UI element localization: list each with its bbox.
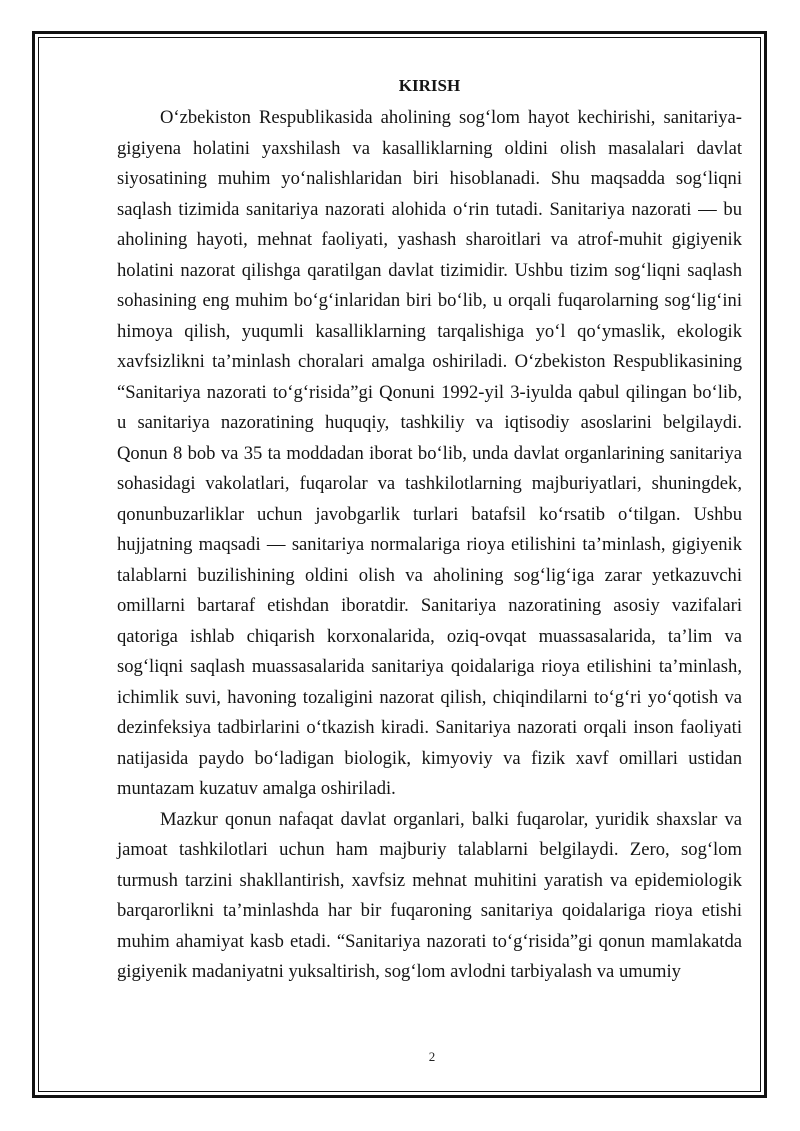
paragraph-2: Mazkur qonun nafaqat davlat organlari, balki fuqarolar, yuridik shaxslar va jamoat tashkilotlari uchun ham majburiy talablarni belgilaydi. Zero, sog‘lom turmush tarzini shakllantirish, xavfsiz mehnat muhitini yaratish va epidemiologik barqarorlikni ta’minlashda har bir fuqaroning sanitariya qoidalariga rioya etishi muhim ahamiyat kasb etadi. “Sanitariya nazorati to‘g‘risida”gi qonun mamlakatda gigiyenik madaniyatni yuksaltirish, sog‘lom avlodni tarbiyalash va umumiy [117,808,742,982]
section-heading: KIRISH [398,76,461,95]
page-number: 2 [428,1049,436,1064]
paragraph-1: O‘zbekiston Respublikasida aholining sog‘lom hayot kechirishi, sanitariya-gigiyena holatini yaxshilash va kasalliklarning oldini olish masalalari davlat siyosatining muhim yo‘nalishlaridan biri hisoblanadi. Shu maqsadda sog‘liqni saqlash tizimida sanitariya nazorati alohida o‘rin tutadi. Sanitariya nazorati — bu aholining hayoti, mehnat faoliyati, yashash sharoitlari va atrof-muhit gigiyenik holatini nazorat qilishga qaratilgan davlat tizimidir. Ushbu tizim sog‘liqni saqlash sohasining eng muhim bo‘g‘inlaridan biri bo‘lib, u orqali fuqarolarning sog‘lig‘ini himoya qilish, yuqumli kasalliklarning tarqalishiga yo‘l qo‘ymaslik, ekologik xavfsizlikni ta’minlash choralari amalga oshiriladi. O‘zbekiston Respublikasining “Sanitariya nazorati to‘g‘risida”gi Qonuni 1992-yil 3-iyulda qabul qilingan bo‘lib, u sanitariya nazoratining huquqiy, tashkiliy va iqtisodiy asoslarini belgilaydi. Qonun 8 bob va 35 ta moddadan iborat bo‘lib, unda davlat organlarining sanitariya sohasidagi vakolatlari, fuqarolar va tashkilotlarning majburiyatlari, shuningdek, qonunbuzarliklar uchun javobgarlik turlari batafsil ko‘rsatib o‘tilgan. Ushbu hujjatning maqsadi — sanitariya normalariga rioya etilishini ta’minlash, gigiyenik talablarni buzilishining oldini olish va aholining sog‘lig‘iga zarar yetkazuvchi omillarni bartaraf etishdan iboratdir. Sanitariya nazoratining asosiy vazifalari qatoriga ishlab chiqarish korxonalarida, oziq-ovqat muassasalarida, ta’lim va sog‘liqni saqlash muassasalarida sanitariya qoidalariga rioya etilishini ta’minlash, ichimlik suvi, havoning tozaligini nazorat qilish, chiqindilarni to‘g‘ri yo‘qotish va dezinfeksiya tadbirlarini o‘tkazish kiradi. Sanitariya nazorati orqali inson faoliyati natijasida paydo bo‘ladigan biologik, kimyoviy va fizik xavf omillari ustidan muntazam kuzatuv amalga oshiriladi. [117,107,742,799]
document-body [117,71,742,988]
